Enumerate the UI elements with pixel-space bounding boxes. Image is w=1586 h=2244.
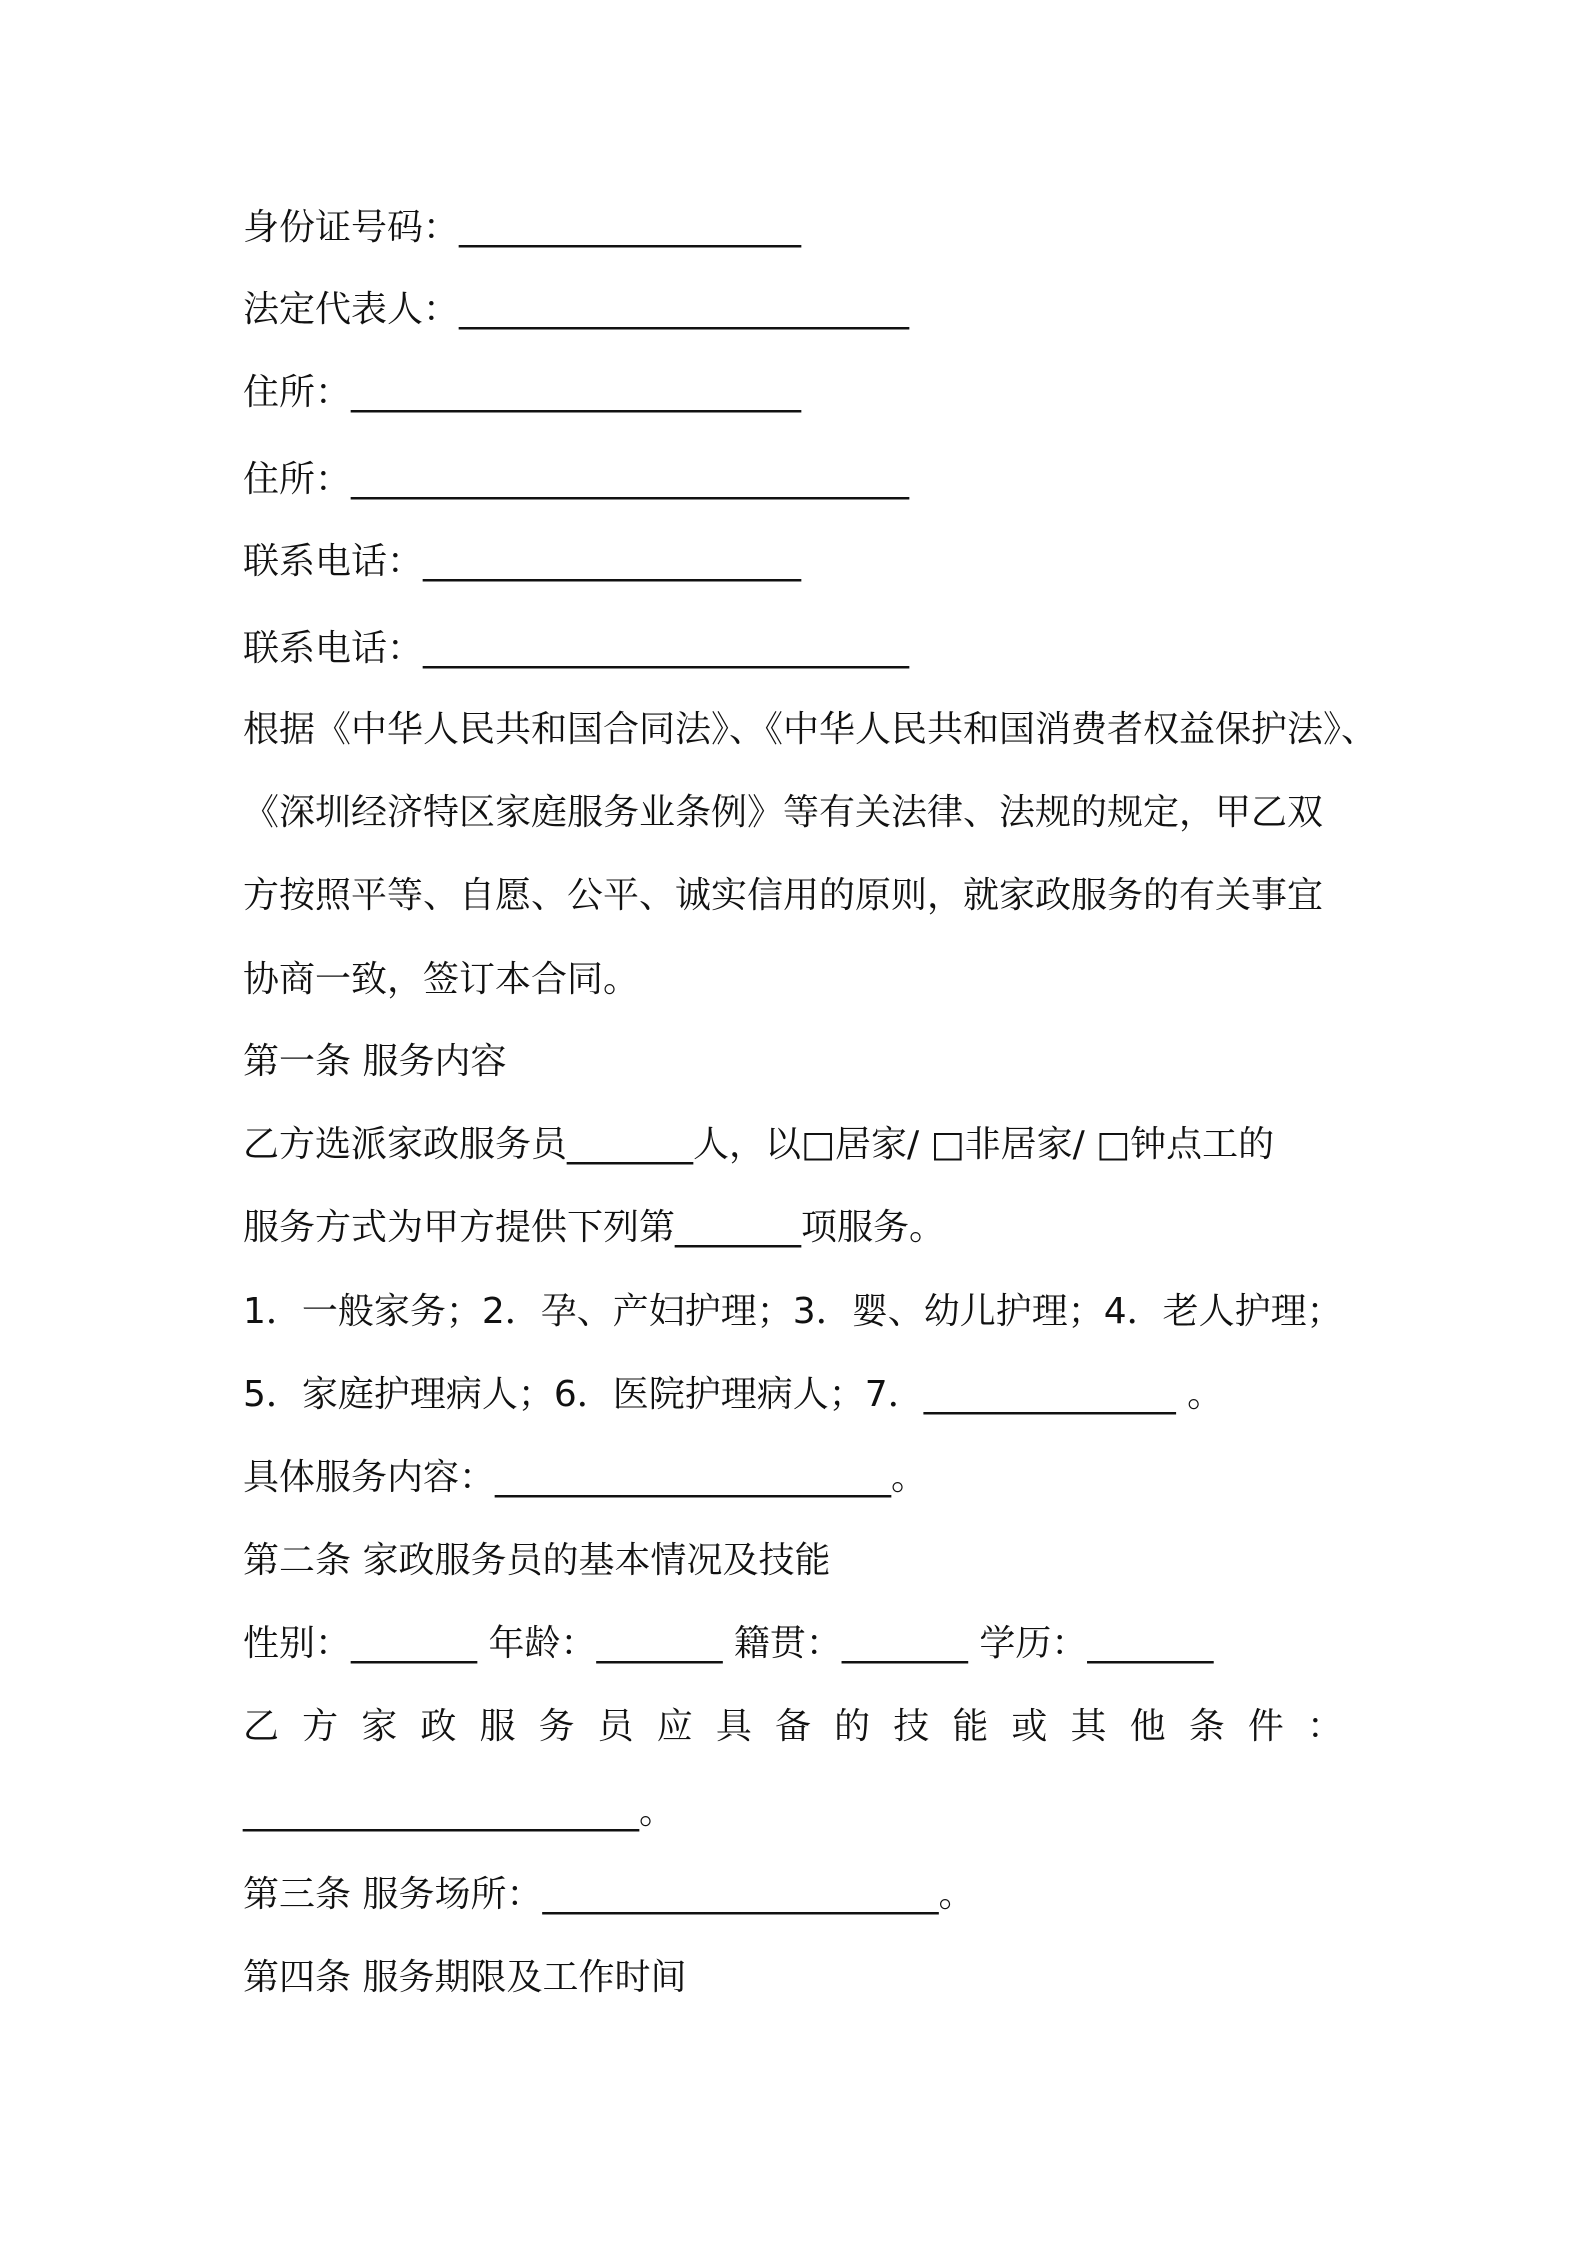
service-mode-line: 服务方式为甲方提供下列第_______项服务。 [243, 1207, 946, 1248]
preamble-line-2: 《深圳经济特区家庭服务业条例》等有关法律、法规的规定，甲乙双 [243, 792, 1324, 833]
preamble-line-3: 方按照平等、自愿、公平、诚实信用的原则，就家政服务的有关事宜 [243, 875, 1324, 916]
staff-basic-info-line: 性别：_______ 年龄：_______ 籍贯：_______ 学历：_______ [243, 1623, 1214, 1664]
service-detail-line: 具体服务内容：______________________。 [243, 1457, 928, 1498]
phone-line-2: 联系电话：___________________________ [243, 628, 910, 669]
staff-skills-blank-line: ______________________。 [243, 1791, 675, 1832]
article-4-heading: 第四条 服务期限及工作时间 [243, 1957, 687, 1998]
id-number-line: 身份证号码：___________________ [243, 207, 802, 248]
service-list-line-2: 5．家庭护理病人；6．医院护理病人；7．______________ 。 [243, 1374, 1224, 1415]
service-list-line-1: 1．一般家务；2．孕、产妇护理；3．婴、幼儿护理；4．老人护理； [243, 1291, 1343, 1332]
article-1-heading: 第一条 服务内容 [243, 1041, 507, 1082]
article-3-line: 第三条 服务场所：______________________。 [243, 1874, 975, 1915]
address-line-2: 住所：_______________________________ [243, 459, 910, 500]
preamble-line-1: 根据《中华人民共和国合同法》、《中华人民共和国消费者权益保护法》、 [243, 709, 1378, 750]
address-line-1: 住所：_________________________ [243, 372, 802, 413]
legal-representative-line: 法定代表人：_________________________ [243, 289, 910, 330]
preamble-line-4: 协商一致，签订本合同。 [243, 959, 640, 1000]
service-staff-line: 乙方选派家政服务员_______人，以□居家/ □非居家/ □钟点工的 [243, 1124, 1275, 1165]
phone-line-1: 联系电话：_____________________ [243, 541, 802, 582]
staff-skills-line: 乙方家政服务员应具备的技能或其他条件： [243, 1706, 1343, 1747]
article-2-heading: 第二条 家政服务员的基本情况及技能 [243, 1540, 831, 1581]
